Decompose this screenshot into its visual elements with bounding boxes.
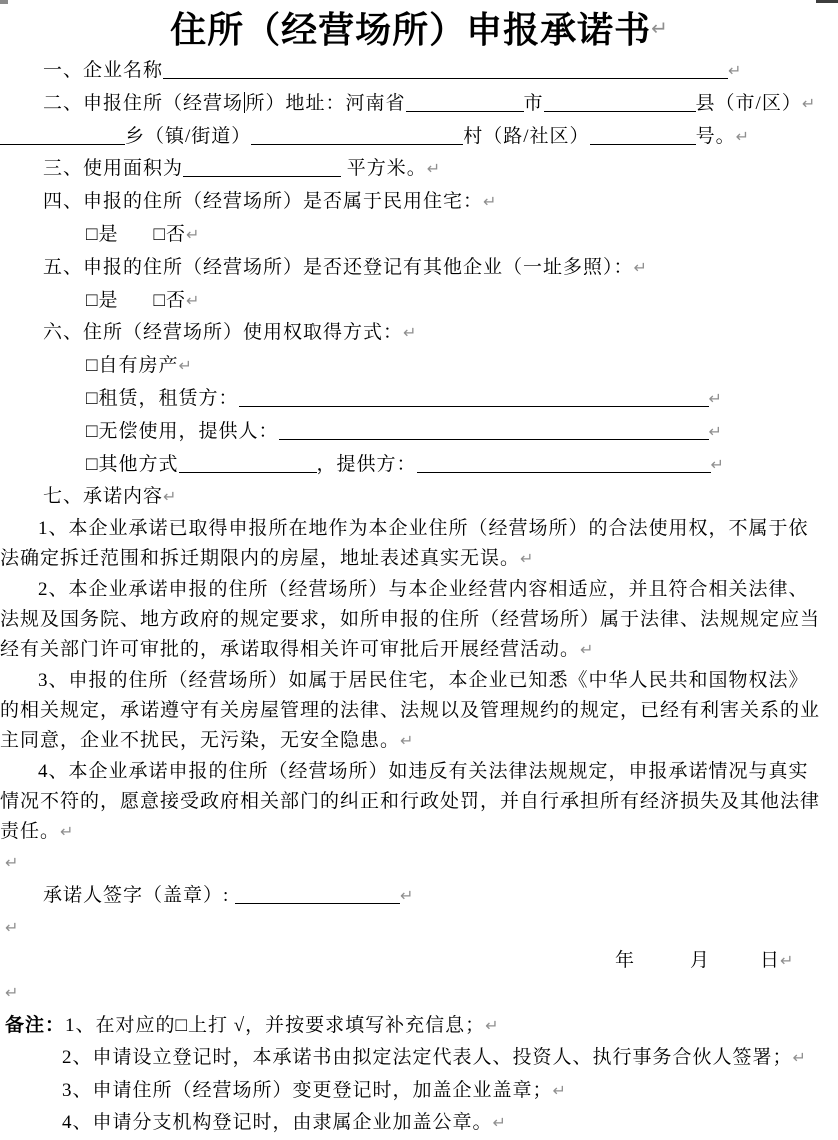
paragraph-mark-icon: ↵	[403, 323, 417, 343]
line-option-own-property	[0, 350, 838, 383]
blank-other-method[interactable]	[179, 452, 317, 473]
text-run: 责任。	[0, 821, 61, 843]
text-run: 3、申报的住所（经营场所）如属于居民住宅，本企业已知悉《中华人民共和国物权法》	[38, 669, 809, 691]
paragraph-mark-icon: ↵	[801, 93, 816, 113]
text-run: 法规及国务院、地方政府的规定要求，如所申报的住所（经营场所）属于法律、法规规定应当	[0, 609, 821, 631]
checkbox-multi-no[interactable]: □	[153, 289, 166, 311]
paragraph-mark-icon: ↵	[60, 822, 74, 842]
line-option-lease	[0, 383, 838, 416]
blank-village[interactable]	[251, 124, 463, 145]
line-residential-options	[0, 219, 838, 252]
text-run: 否	[165, 223, 186, 245]
checkbox-multi-yes[interactable]: □	[86, 289, 99, 311]
text-run: 法确定拆迁范围和拆迁期限内的房屋，地址表述真实无误。	[0, 548, 521, 570]
commitment-2-line-2	[0, 605, 838, 635]
paragraph-mark-icon: ↵	[710, 454, 724, 474]
text-run: 所）地址：河南省	[245, 92, 406, 114]
checkbox-other[interactable]: □	[86, 453, 99, 475]
text-run: 1、本企业承诺已取得申报所在地作为本企业住所（经营场所）的合法使用权，不属于依	[38, 518, 809, 540]
page-title: 住所（经营场所）申报承诺书	[170, 10, 652, 50]
paragraph-mark-icon: ↵	[178, 356, 192, 376]
paragraph-mark-icon: ↵	[780, 950, 794, 970]
text-run: 经有关部门许可审批的，承诺取得相关许可审批后开展经营活动。	[0, 639, 581, 661]
note-line-1	[0, 1010, 838, 1043]
text-run: 主同意，企业不扰民，无污染，无安全隐患。	[0, 730, 401, 752]
line-option-free-use	[0, 416, 838, 449]
line-address-1	[0, 88, 838, 121]
text-run: 的相关规定，承诺遵守有关房屋管理的法律、法规以及管理规约的规定，已经有利害关系的业	[0, 699, 821, 721]
line-option-other	[0, 449, 838, 482]
text-run: 是	[98, 223, 119, 245]
paragraph-mark-icon: ↵	[483, 192, 497, 212]
text-run: 二、申报住所（经营场	[43, 92, 244, 114]
line-signature	[0, 880, 838, 913]
blank-provider-person[interactable]	[279, 419, 709, 440]
blank-city[interactable]	[406, 91, 524, 112]
line-question-use-right	[0, 317, 838, 350]
text-run: 三、使用面积为	[43, 158, 184, 180]
commitment-2-line-3	[0, 635, 838, 665]
paragraph-mark-icon: ↵	[186, 290, 200, 310]
commitment-4-line-2	[0, 787, 838, 817]
text-run: 六、住所（经营场所）使用权取得方式：	[43, 322, 404, 344]
checkbox-free-use[interactable]: □	[86, 420, 99, 442]
paragraph-mark-icon: ↵	[580, 640, 594, 660]
commitment-2-line-1	[0, 575, 838, 605]
text-run: ，提供方：	[316, 453, 417, 475]
text-run: 自有房产	[98, 355, 179, 377]
line-commitment-heading	[0, 481, 838, 514]
document-body	[0, 55, 838, 1140]
commitment-3-line-2	[0, 696, 838, 726]
text-run: 是	[98, 289, 119, 311]
text-run: 县（市/区）	[695, 92, 802, 114]
note-label: 备注：	[5, 1014, 66, 1036]
blank-company-name[interactable]	[163, 58, 728, 79]
commitment-3-line-3	[0, 726, 838, 756]
text-run: 4、本企业承诺申报的住所（经营场所）如违反有关法律法规规定，申报承诺情况与真实	[38, 760, 809, 782]
text-run: 年	[615, 949, 636, 971]
text-run: 平方米。	[341, 158, 427, 180]
text-run: 情况不符的，愿意接受政府相关部门的纠正和行政处罚，并自行承担所有经济损失及其他法律	[0, 790, 821, 812]
text-run: 4、申请分支机构登记时，由隶属企业加盖公章。	[62, 1112, 493, 1134]
line-multi-license-options	[0, 285, 838, 318]
paragraph-mark-icon: ↵	[651, 15, 668, 40]
paragraph-mark-icon: ↵	[5, 853, 19, 873]
text-run: 租赁，租赁方：	[98, 387, 239, 409]
blank-county[interactable]	[544, 91, 696, 112]
title-row	[0, 0, 838, 55]
text-run: 其他方式	[98, 453, 179, 475]
paragraph-mark-icon: ↵	[633, 257, 647, 277]
checkbox-residential-no[interactable]: □	[153, 223, 166, 245]
paragraph-mark-icon: ↵	[400, 885, 414, 905]
commitment-1-line-1	[0, 514, 838, 544]
text-run: 1、在对应的□上打 √，并按要求填写补充信息；	[65, 1014, 486, 1036]
commitment-4-line-1	[0, 757, 838, 787]
line-address-2	[0, 121, 838, 154]
text-run: 号。	[695, 125, 736, 147]
text-run: 日	[760, 949, 781, 971]
line-company-name	[0, 55, 838, 88]
text-run: 否	[165, 289, 186, 311]
empty-line-2	[0, 912, 838, 945]
paragraph-mark-icon: ↵	[708, 388, 722, 408]
text-run: 村（路/社区）	[463, 125, 590, 147]
commitment-3-line-1	[0, 666, 838, 696]
line-area	[0, 153, 838, 186]
page-edge-artifact	[816, 0, 838, 3]
text-run: 承诺人签字（盖章）:	[43, 884, 236, 906]
text-run: 2、本企业承诺申报的住所（经营场所）与本企业经营内容相适应，并且符合相关法律、	[38, 578, 809, 600]
text-run: 乡（镇/街道）	[125, 125, 252, 147]
paragraph-mark-icon: ↵	[426, 159, 441, 179]
blank-township[interactable]	[0, 124, 125, 145]
page-corner-artifact	[0, 0, 8, 4]
text-run: 2、申请设立登记时，本承诺书由拟定法定代表人、投资人、执行事务合伙人签署；	[62, 1047, 793, 1069]
blank-lessor[interactable]	[239, 386, 709, 407]
paragraph-mark-icon: ↵	[163, 487, 177, 507]
paragraph-mark-icon: ↵	[708, 421, 722, 441]
commitment-4-line-3	[0, 817, 838, 847]
paragraph-mark-icon: ↵	[492, 1113, 506, 1133]
text-run: 无偿使用，提供人：	[98, 420, 279, 442]
note-line-3	[0, 1075, 838, 1108]
note-line-4	[0, 1107, 838, 1140]
paragraph-mark-icon: ↵	[735, 126, 749, 146]
note-line-2	[0, 1042, 838, 1075]
checkbox-own-property[interactable]: □	[86, 355, 99, 377]
line-question-multi-license	[0, 252, 838, 285]
line-question-residential	[0, 186, 838, 219]
text-run: 五、申报的住所（经营场所）是否还登记有其他企业（一址多照）：	[43, 256, 634, 278]
blank-signature[interactable]	[235, 883, 400, 904]
blank-area[interactable]	[183, 156, 341, 177]
empty-line-3	[0, 977, 838, 1010]
text-run: 3、申请住所（经营场所）变更登记时，加盖企业盖章；	[62, 1079, 553, 1101]
blank-house-number[interactable]	[590, 124, 696, 145]
paragraph-mark-icon: ↵	[5, 918, 19, 938]
paragraph-mark-icon: ↵	[728, 61, 742, 80]
empty-line-1	[0, 847, 838, 880]
blank-provider-party[interactable]	[417, 452, 711, 473]
paragraph-mark-icon: ↵	[400, 731, 414, 751]
text-run: 一、企业名称	[43, 60, 164, 81]
text-run: 四、申报的住所（经营场所）是否属于民用住宅：	[43, 191, 484, 213]
checkbox-lease[interactable]: □	[86, 387, 99, 409]
paragraph-mark-icon: ↵	[520, 549, 534, 569]
text-run: 七、承诺内容	[43, 486, 164, 508]
paragraph-mark-icon: ↵	[5, 983, 19, 1003]
paragraph-mark-icon: ↵	[186, 224, 200, 244]
line-date	[0, 945, 838, 978]
commitment-1-line-2	[0, 544, 838, 574]
text-run: 月	[690, 949, 711, 971]
paragraph-mark-icon: ↵	[792, 1048, 806, 1068]
paragraph-mark-icon: ↵	[552, 1080, 566, 1100]
paragraph-mark-icon: ↵	[485, 1015, 499, 1035]
checkbox-residential-yes[interactable]: □	[86, 223, 99, 245]
text-run: 市	[523, 92, 544, 114]
